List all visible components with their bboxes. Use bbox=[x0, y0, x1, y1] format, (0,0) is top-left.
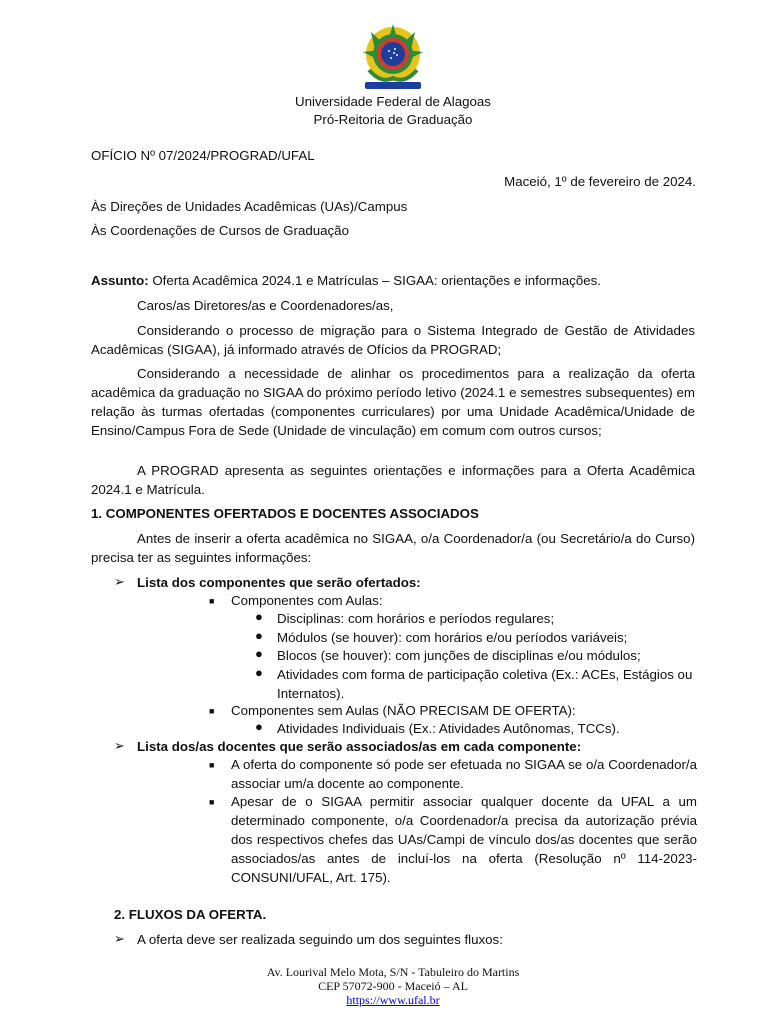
without-classes-label: Componentes sem Aulas (NÃO PRECISAM DE OFERTA): bbox=[231, 703, 576, 718]
paragraph-1: Considerando o processo de migração para o Sistema Integrado de Gestão de Atividades Acadêmicas (SIGAA), já informado através de Ofícios da PROGRAD; bbox=[91, 323, 695, 357]
list-item: Atividades com forma de participação coletiva (Ex.: ACEs, Estágios ou Internatos). bbox=[277, 667, 693, 701]
with-classes-label: Componentes com Aulas: bbox=[231, 593, 383, 608]
square-bullet-icon: ■ bbox=[209, 797, 215, 807]
list-b-title: Lista dos/as docentes que serão associados/as em cada componente: bbox=[137, 739, 582, 754]
subject-label: Assunto: bbox=[91, 273, 149, 288]
section-2-title: 2. FLUXOS DA OFERTA. bbox=[114, 907, 267, 922]
round-bullet-icon: ● bbox=[255, 719, 263, 734]
recipient-1: Às Direções de Unidades Acadêmicas (UAs)/Campus bbox=[91, 199, 408, 214]
section-1-title: 1. COMPONENTES OFERTADOS E DOCENTES ASSOCIADOS bbox=[91, 506, 479, 521]
square-bullet-icon: ■ bbox=[209, 760, 215, 770]
list-a-title: Lista dos componentes que serão ofertados: bbox=[137, 575, 421, 590]
list-item: Atividades Individuais (Ex.: Atividades Autônomas, TCCs). bbox=[277, 721, 620, 736]
place-date: Maceió, 1º de fevereiro de 2024. bbox=[504, 174, 696, 189]
website-link[interactable]: https://www.ufal.br bbox=[346, 993, 440, 1007]
round-bullet-icon: ● bbox=[255, 665, 263, 680]
round-bullet-icon: ● bbox=[255, 609, 263, 624]
letter-number: OFÍCIO Nº 07/2024/PROGRAD/UFAL bbox=[91, 148, 315, 163]
list-item: Disciplinas: com horários e períodos regulares; bbox=[277, 611, 555, 626]
footer-link-wrapper bbox=[0, 993, 768, 1007]
paragraph-3: A PROGRAD apresenta as seguintes orientações e informações para a Oferta Acadêmica 2024.1 e Matrícula. bbox=[91, 463, 695, 497]
coat-of-arms-icon bbox=[351, 22, 435, 94]
arrow-bullet-icon: ➢ bbox=[114, 931, 125, 946]
footer-address: Av. Lourival Melo Mota, S/N - Tabuleiro do Martins bbox=[266, 965, 520, 979]
section-2-item: A oferta deve ser realizada seguindo um dos seguintes fluxos: bbox=[137, 932, 503, 947]
university-name: Universidade Federal de Alagoas bbox=[295, 94, 491, 109]
paragraph-2: Considerando a necessidade de alinhar os procedimentos para a realização da oferta acadêmica da graduação no SIGAA do próximo período letivo (2024.1 e semestres subsequentes) em relação às turmas ofertadas (componentes curriculares) por uma Unidade Acadêmica/Unidade de Ensino/Campus Fora de Sede (Unidade de vinculação) em comum com outros cursos; bbox=[91, 366, 695, 438]
section-1-intro: Antes de inserir a oferta acadêmica no SIGAA, o/a Coordenador/a (ou Secretário/a do Curso) precisa ter as seguintes informações: bbox=[91, 531, 695, 565]
square-bullet-icon: ■ bbox=[209, 596, 215, 606]
list-item: Módulos (se houver): com horários e/ou períodos variáveis; bbox=[277, 630, 628, 645]
list-item: A oferta do componente só pode ser efetuada no SIGAA se o/a Coordenador/a associar um/a docente ao componente. bbox=[231, 757, 697, 791]
greeting: Caros/as Diretores/as e Coordenadores/as, bbox=[137, 298, 394, 313]
footer-cep: CEP 57072-900 - Maceió – AL bbox=[318, 979, 468, 993]
round-bullet-icon: ● bbox=[255, 646, 263, 661]
arrow-bullet-icon: ➢ bbox=[114, 738, 125, 753]
square-bullet-icon: ■ bbox=[209, 706, 215, 716]
subject-text: Oferta Acadêmica 2024.1 e Matrículas – SIGAA: orientações e informações. bbox=[148, 273, 601, 288]
recipient-2: Às Coordenações de Cursos de Graduação bbox=[91, 223, 349, 238]
prorectory-name: Pró-Reitoria de Graduação bbox=[313, 112, 473, 127]
list-item: Apesar de o SIGAA permitir associar qualquer docente da UFAL a um determinado componente, o/a Coordenador/a precisa da autorização prévia dos respectivos chefes das UAs/Campi de vínculo dos/as docentes que serão associados/as antes de incluí-los na oferta (Resolução nº 114-2023-CONSUNI/UFAL, Art. 175). bbox=[231, 794, 697, 885]
arrow-bullet-icon: ➢ bbox=[114, 574, 125, 589]
round-bullet-icon: ● bbox=[255, 628, 263, 643]
subject-line bbox=[91, 271, 601, 290]
list-item: Blocos (se houver): com junções de disciplinas e/ou módulos; bbox=[277, 648, 641, 663]
